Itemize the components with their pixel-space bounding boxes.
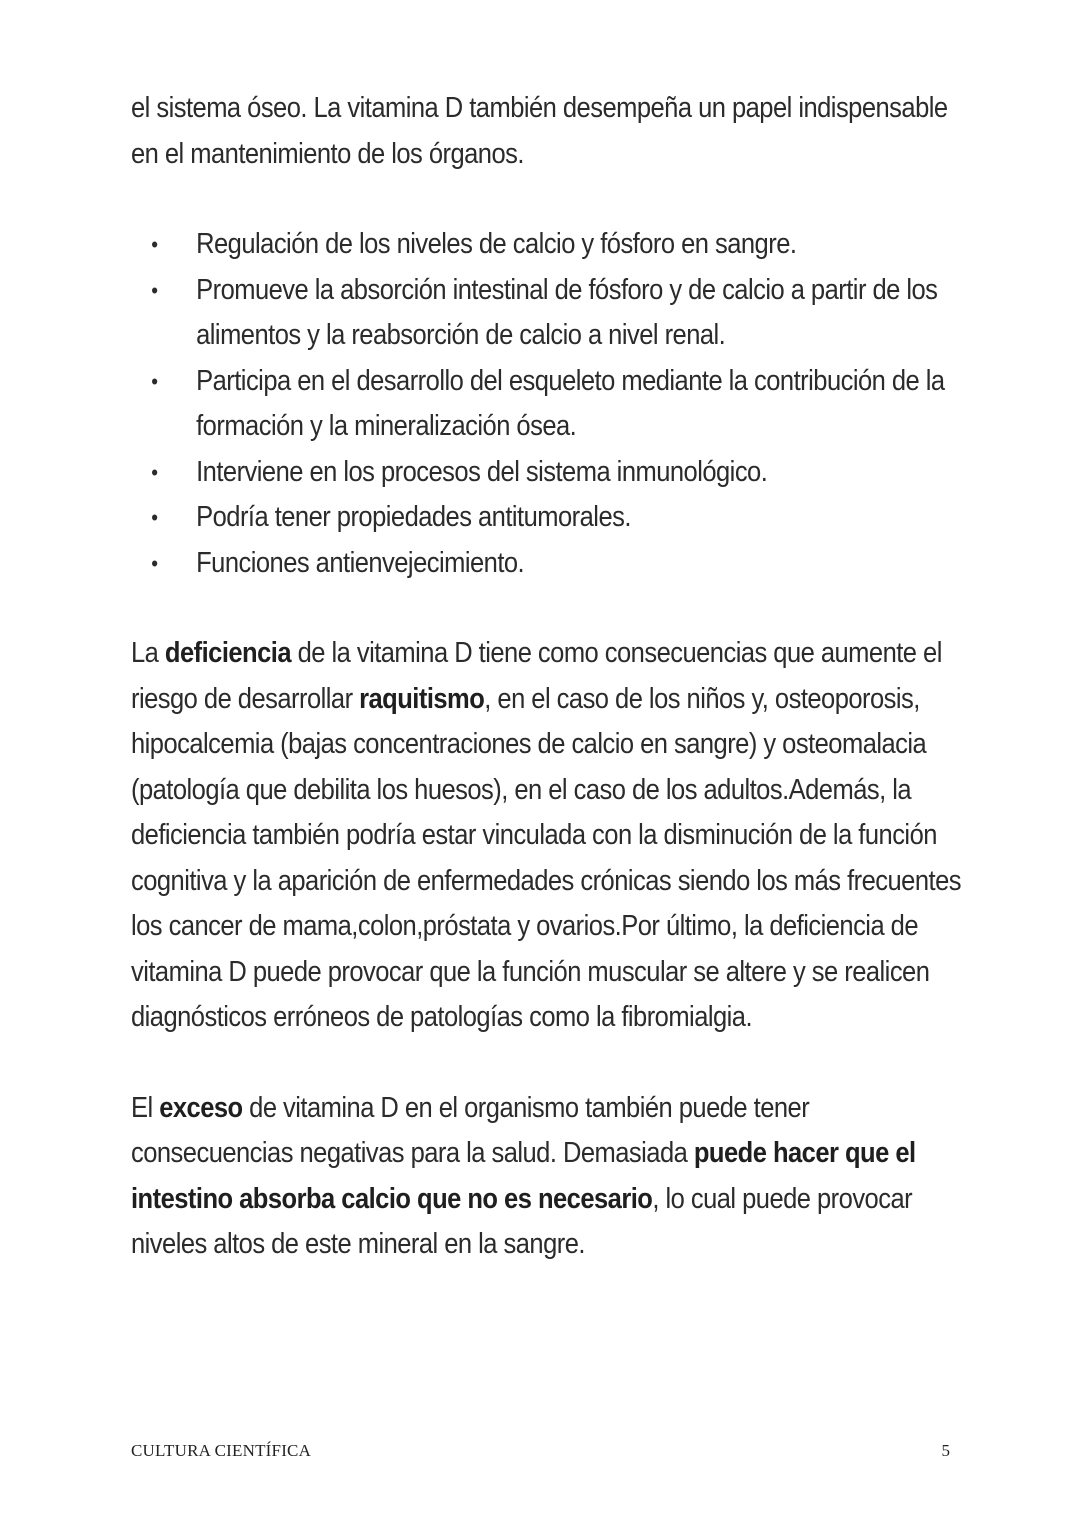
- bullet-icon: •: [151, 277, 158, 303]
- list-item: [131, 222, 967, 268]
- page-number: 5: [941, 1441, 950, 1460]
- list-item-text: Promueve la absorción intestinal de fósforo y de calcio a partir de los alimentos y la reabsorción de calcio a nivel renal.: [196, 273, 938, 351]
- list-item: [131, 268, 967, 359]
- deficiency-keyword: deficiencia: [164, 637, 292, 669]
- list-item-text: Regulación de los niveles de calcio y fósforo en sangre.: [196, 228, 797, 260]
- vitamin-d-functions-list: [131, 222, 967, 586]
- bullet-icon: •: [151, 459, 158, 485]
- list-item-text: Funciones antienvejecimiento.: [196, 546, 525, 579]
- deficiency-text-3: , en el caso de los niños y, osteoporosis, hipocalcemia (bajas concentraciones de calcio en sangre) y osteomalacia (patología que debilita los huesos), en el caso de los adultos.Además, la deficiencia también podría estar vinculada con la disminución de la función cognitiva y la aparición de enfermedades crónicas siendo los más frecuentes los cancer de mama,colon,próstata y ovarios.Por último, la deficiencia de vitamina D puede provocar que la función muscular se altere y se realicen diagnósticos erróneos de patologías como la fibromialgia.: [131, 682, 961, 1033]
- bullet-icon: •: [151, 232, 158, 257]
- excess-text-3: , lo cual puede provocar niveles altos de este mineral en la sangre.: [131, 1182, 913, 1260]
- deficiency-paragraph: [131, 631, 967, 1041]
- list-item: [131, 450, 967, 496]
- bullet-icon: •: [151, 550, 158, 576]
- excess-text-1: El: [131, 1091, 160, 1124]
- excess-text-2: de vitamina D en el organismo también puede tener consecuencias negativas para la salud. Demasiada: [131, 1091, 810, 1169]
- page-body: [131, 86, 967, 1268]
- list-item: [131, 541, 967, 587]
- list-item: [131, 495, 967, 541]
- bullet-icon: •: [151, 505, 158, 530]
- excess-paragraph: [131, 1086, 967, 1268]
- rickets-keyword: raquitismo: [359, 682, 485, 715]
- bullet-icon: •: [151, 368, 158, 394]
- footer-title: CULTURA CIENTÍFICA: [131, 1441, 312, 1460]
- list-item: [131, 359, 967, 450]
- list-item-text: Participa en el desarrollo del esqueleto mediante la contribución de la formación y la mineralización ósea.: [196, 364, 945, 442]
- calcium-absorption-highlight: puede hacer que el intestino absorba calcio que no es necesario: [131, 1137, 916, 1215]
- list-item-text: Interviene en los procesos del sistema inmunológico.: [196, 455, 768, 488]
- list-item-text: Podría tener propiedades antitumorales.: [196, 501, 631, 533]
- deficiency-text-2: de la vitamina D tiene como consecuencias que aumente el riesgo de desarrollar: [131, 637, 942, 715]
- intro-paragraph: el sistema óseo. La vitamina D también desempeña un papel indispensable en el mantenimiento de los órganos.: [131, 92, 948, 170]
- deficiency-text-1: La: [131, 637, 165, 669]
- excess-keyword: exceso: [159, 1091, 243, 1124]
